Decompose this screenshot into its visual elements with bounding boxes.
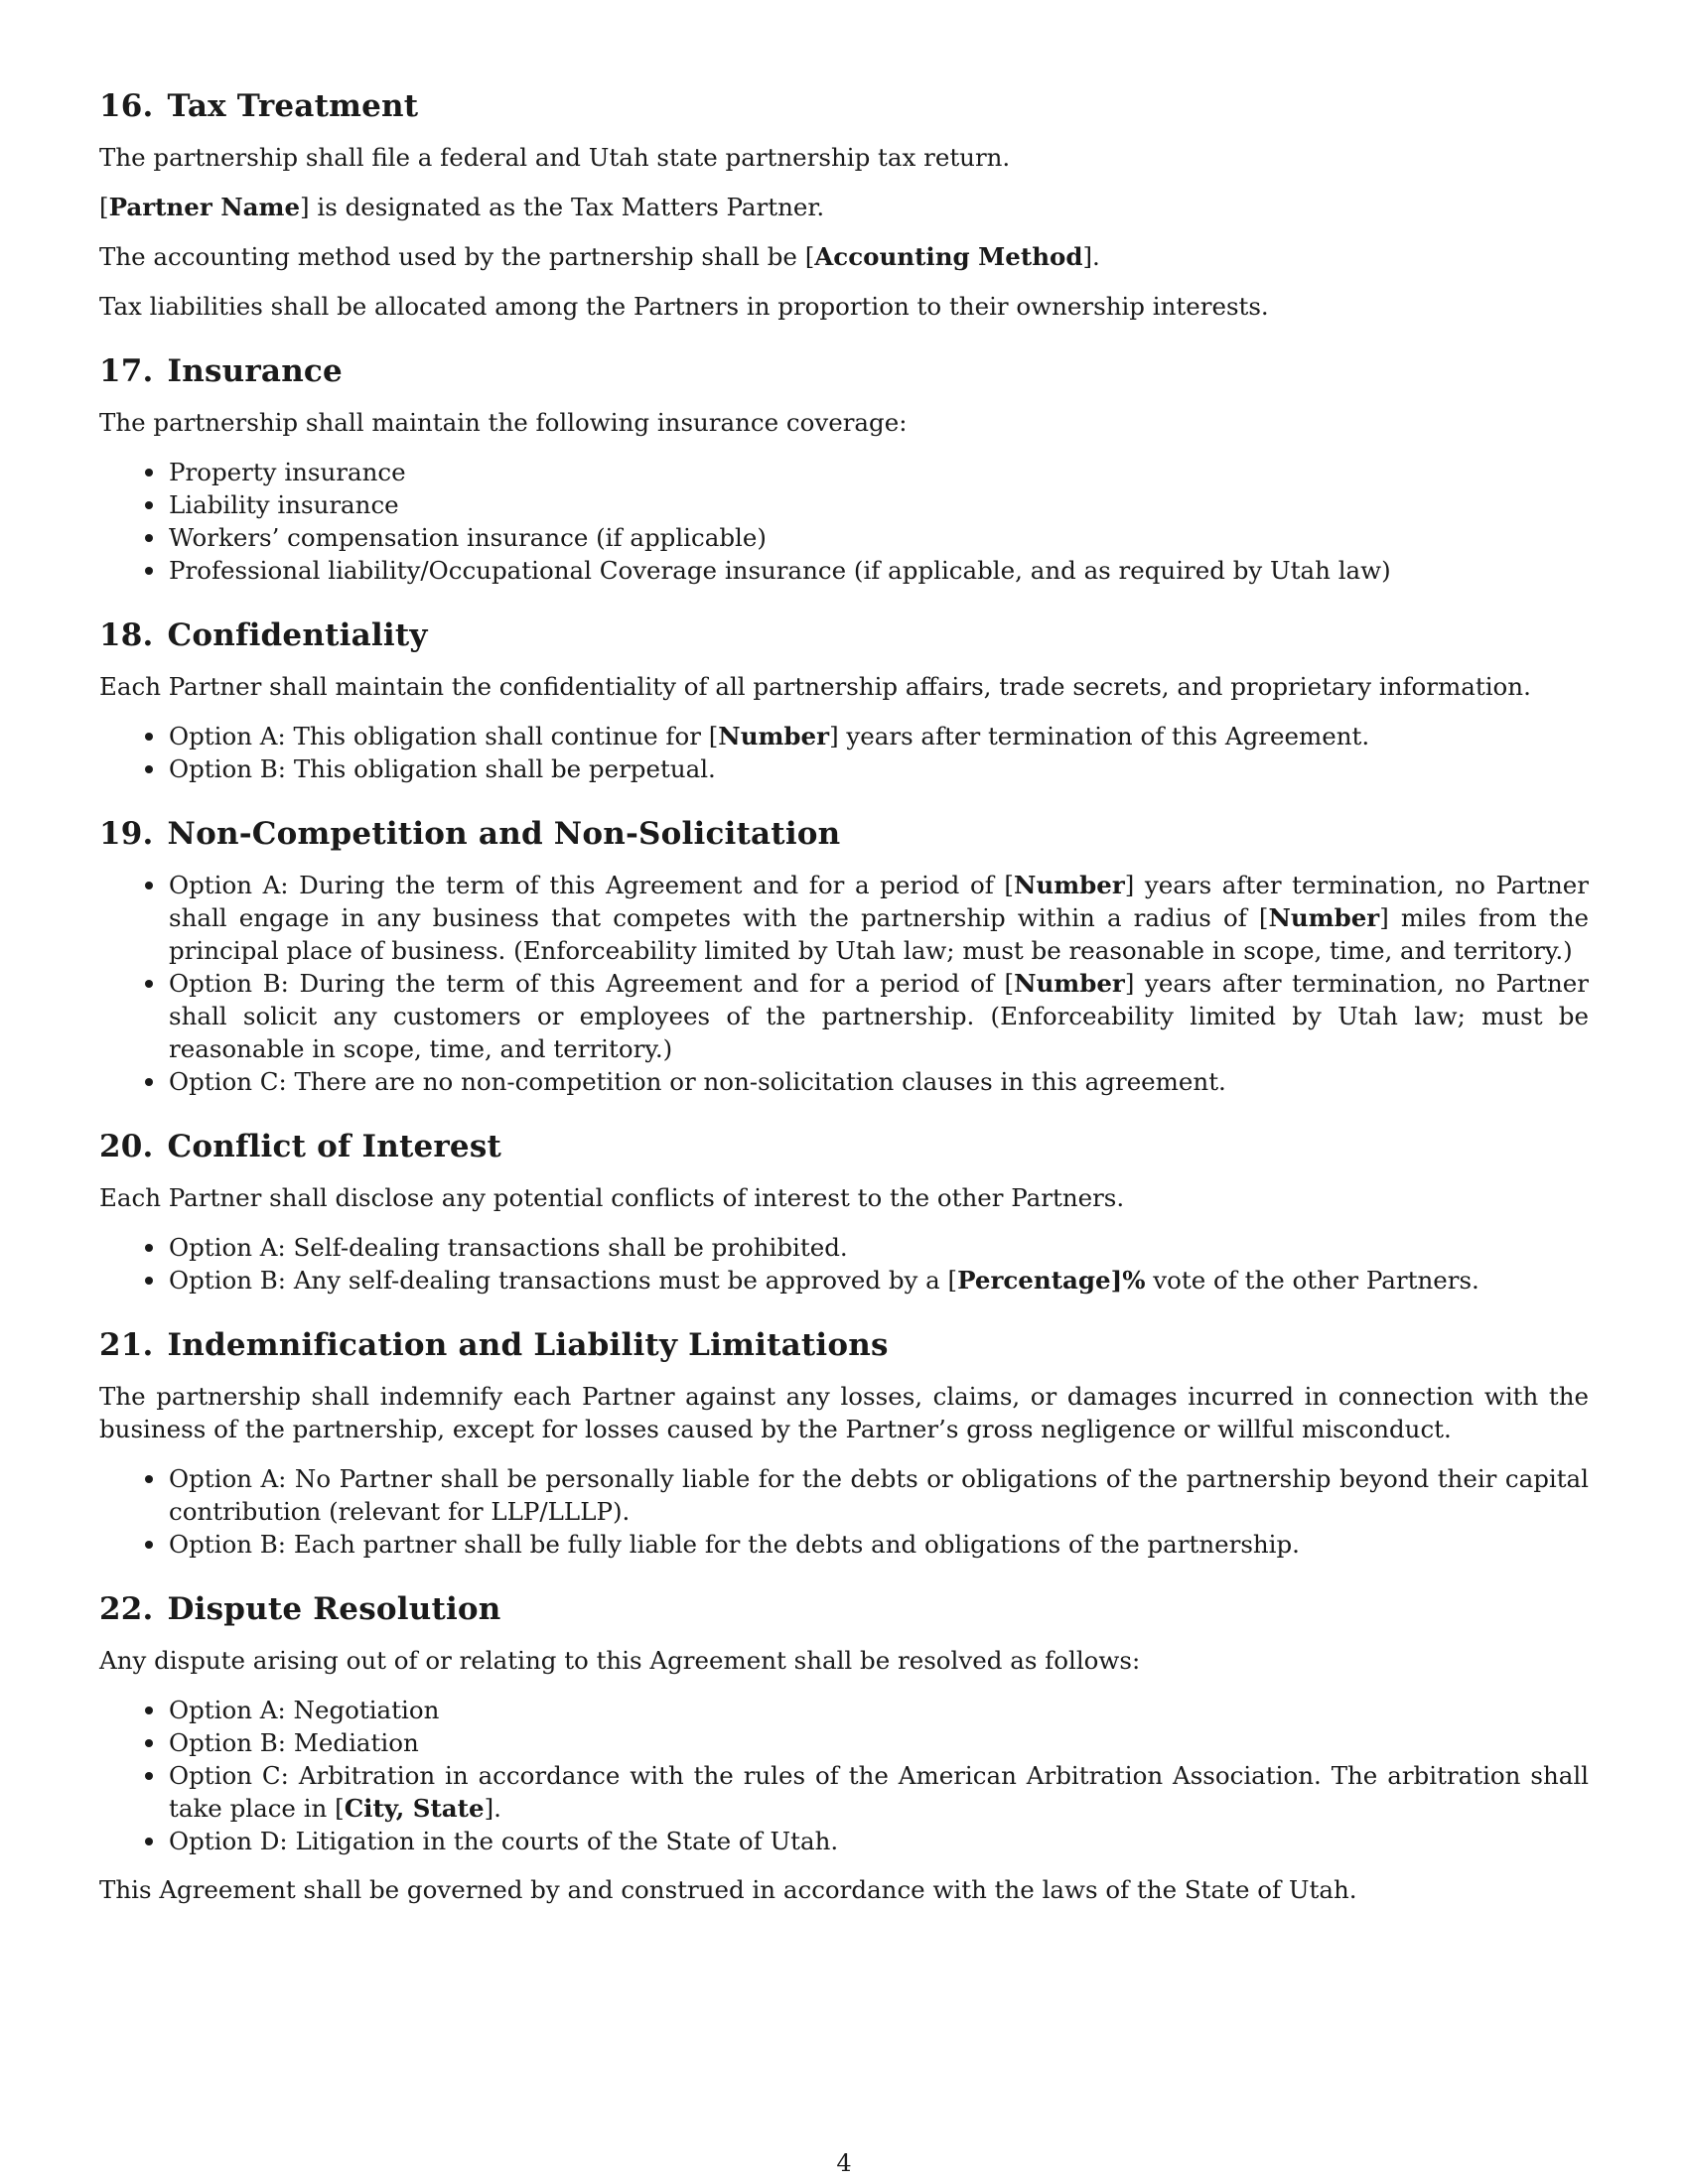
- paragraph: Each Partner shall maintain the confidentiality of all partnership affairs, trade secrets, and proprietary information.: [99, 672, 1531, 701]
- paragraph: The partnership shall indemnify each Partner against any losses, claims, or damages incurred in connection with the business of the partnership, except for losses caused by the Partner’s gross negligence or willful misconduct.: [99, 1382, 1589, 1443]
- section-number: 21.: [99, 1327, 154, 1363]
- section-title: Conflict of Interest: [167, 1129, 502, 1164]
- list-item: Option A: Self-dealing transactions shall be prohibited.: [169, 1231, 1589, 1264]
- section-non-competition: [99, 815, 1589, 1098]
- option-list: [99, 869, 1589, 1098]
- section-title: Non-Competition and Non-Solicitation: [167, 816, 841, 852]
- list-item: Liability insurance: [169, 488, 1589, 521]
- option-list: [99, 1231, 1589, 1297]
- section-dispute-resolution: [99, 1590, 1589, 1906]
- section-title: Dispute Resolution: [167, 1591, 501, 1627]
- paragraph: Any dispute arising out of or relating to this Agreement shall be resolved as follows:: [99, 1646, 1141, 1675]
- paragraph: Each Partner shall disclose any potential conflicts of interest to the other Partners.: [99, 1183, 1125, 1212]
- section-conflict-of-interest: [99, 1128, 1589, 1297]
- list-item: Option C: There are no non-competition or non-solicitation clauses in this agreement.: [169, 1065, 1589, 1098]
- list-item: Option D: Litigation in the courts of the State of Utah.: [169, 1825, 1589, 1857]
- section-tax-treatment: [99, 87, 1589, 323]
- paragraph: The partnership shall maintain the following insurance coverage:: [99, 408, 908, 437]
- list-item: Option B: Mediation: [169, 1726, 1589, 1759]
- list-item: Property insurance: [169, 456, 1589, 488]
- placeholder-field: Percentage]%: [957, 1266, 1146, 1295]
- section-title: Indemnification and Liability Limitations: [167, 1327, 889, 1363]
- list-item: Option A: No Partner shall be personally liable for the debts or obligations of the partnership beyond their capital contribution (relevant for LLP/LLLP).: [169, 1464, 1589, 1526]
- paragraph: Tax liabilities shall be allocated among the Partners in proportion to their ownership interests.: [99, 292, 1269, 321]
- page-number: 4: [836, 2149, 852, 2177]
- list-item: Option A: Negotiation: [169, 1694, 1589, 1726]
- section-number: 22.: [99, 1591, 154, 1627]
- list-item: Option B: Each partner shall be fully liable for the debts and obligations of the partnership.: [169, 1528, 1589, 1561]
- list-item: Option B: During the term of this Agreement and for a period of [Number] years after termination, no Partner shall solicit any customers or employees of the partnership. (Enforceability limited by Utah law; must be reasonable in scope, time, and territory.): [169, 969, 1589, 1063]
- section-heading: [99, 616, 1589, 654]
- document-page: [99, 87, 1589, 1936]
- section-number: 17.: [99, 353, 154, 389]
- section-heading: [99, 1590, 1589, 1628]
- section-number: 19.: [99, 816, 154, 852]
- section-heading: [99, 1326, 1589, 1364]
- option-list: [99, 1462, 1589, 1561]
- placeholder-field: Number: [1013, 871, 1125, 899]
- list-item: Option A: This obligation shall continue for [Number] years after termination of this Agreement.: [169, 720, 1589, 752]
- placeholder-field: Number: [1014, 969, 1125, 998]
- section-insurance: [99, 352, 1589, 587]
- paragraph: The accounting method used by the partnership shall be [Accounting Method].: [99, 242, 1100, 271]
- section-number: 16.: [99, 88, 154, 124]
- section-confidentiality: [99, 616, 1589, 785]
- list-item: Workers’ compensation insurance (if applicable): [169, 521, 1589, 554]
- section-title: Tax Treatment: [167, 88, 419, 124]
- list-item: Option A: During the term of this Agreement and for a period of [Number] years after termination, no Partner shall engage in any business that competes with the partnership within a radius of [Number] miles from the principal place of business. (Enforceability limited by Utah law; must be reasonable in scope, time, and territory.): [169, 871, 1589, 965]
- section-heading: [99, 352, 1589, 390]
- section-indemnification: [99, 1326, 1589, 1561]
- section-heading: [99, 87, 1589, 125]
- placeholder-field: City, State: [344, 1794, 485, 1823]
- option-list: [99, 720, 1589, 785]
- list-item: Professional liability/Occupational Coverage insurance (if applicable, and as required by Utah law): [169, 554, 1589, 587]
- section-number: 20.: [99, 1129, 154, 1164]
- placeholder-field: Number: [1268, 903, 1380, 932]
- section-number: 18.: [99, 617, 154, 653]
- option-list: [99, 1694, 1589, 1857]
- list-item: Option B: This obligation shall be perpetual.: [169, 752, 1589, 785]
- placeholder-field: Partner Name: [108, 193, 301, 221]
- insurance-list: [99, 456, 1589, 587]
- section-heading: [99, 815, 1589, 853]
- section-title: Insurance: [167, 353, 343, 389]
- governing-law-paragraph: This Agreement shall be governed by and construed in accordance with the laws of the State of Utah.: [99, 1875, 1357, 1904]
- list-item: Option C: Arbitration in accordance with the rules of the American Arbitration Association. The arbitration shall take place in [City, State].: [169, 1761, 1589, 1823]
- section-title: Confidentiality: [167, 617, 428, 653]
- paragraph: [Partner Name] is designated as the Tax Matters Partner.: [99, 193, 825, 221]
- list-item: Option B: Any self-dealing transactions must be approved by a [Percentage]% vote of the other Partners.: [169, 1264, 1589, 1297]
- placeholder-field: Accounting Method: [814, 242, 1083, 271]
- section-heading: [99, 1128, 1589, 1165]
- paragraph: The partnership shall file a federal and Utah state partnership tax return.: [99, 143, 1011, 172]
- placeholder-field: Number: [718, 722, 830, 751]
